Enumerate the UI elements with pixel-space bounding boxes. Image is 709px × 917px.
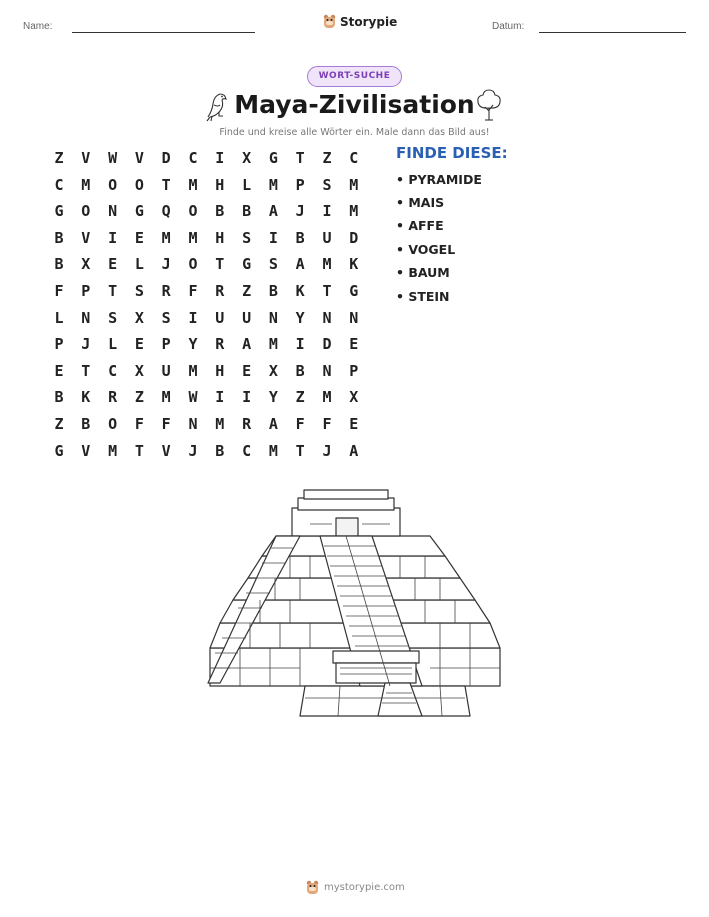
grid-cell[interactable]: T xyxy=(108,282,118,300)
grid-cell[interactable]: W xyxy=(188,388,198,407)
grid-cell[interactable]: E xyxy=(242,361,252,380)
grid-cell[interactable]: M xyxy=(268,441,278,460)
grid-cell[interactable]: G xyxy=(349,282,359,300)
grid-cell[interactable]: C xyxy=(349,149,359,167)
grid-cell[interactable]: J xyxy=(188,441,198,460)
grid-cell[interactable]: I xyxy=(295,335,305,354)
grid-cell[interactable]: G xyxy=(268,149,278,167)
wort-suche-badge: WORT-SUCHE xyxy=(307,66,402,87)
grid-cell[interactable]: T xyxy=(295,149,305,167)
grid-cell[interactable]: M xyxy=(268,175,278,194)
grid-cell[interactable]: B xyxy=(242,202,252,221)
grid-cell[interactable]: D xyxy=(349,228,359,247)
grid-cell[interactable]: I xyxy=(322,202,332,221)
grid-cell[interactable]: V xyxy=(81,149,91,167)
grid-cell[interactable]: Q xyxy=(161,202,171,221)
grid-cell[interactable]: D xyxy=(322,335,332,354)
grid-cell[interactable]: B xyxy=(54,228,64,247)
grid-cell[interactable]: O xyxy=(188,202,198,221)
grid-cell[interactable]: L xyxy=(54,308,64,327)
grid-cell[interactable]: M xyxy=(108,441,118,460)
grid-cell[interactable]: F xyxy=(161,415,171,433)
grid-cell[interactable]: M xyxy=(188,228,198,247)
grid-cell[interactable]: S xyxy=(268,255,278,274)
grid-cell[interactable]: A xyxy=(349,441,359,460)
grid-cell[interactable]: T xyxy=(134,441,144,460)
grid-cell[interactable]: E xyxy=(134,335,144,354)
grid-cell[interactable]: B xyxy=(215,441,225,460)
grid-cell[interactable]: J xyxy=(81,335,91,354)
storypie-mascot-icon xyxy=(323,14,336,29)
grid-cell[interactable]: G xyxy=(54,202,64,221)
find-word-baum: • BAUM xyxy=(396,265,450,280)
grid-cell[interactable]: B xyxy=(81,415,91,433)
grid-cell[interactable]: X xyxy=(134,308,144,327)
grid-cell[interactable]: V xyxy=(81,228,91,247)
maya-pyramid-icon xyxy=(200,488,510,723)
grid-cell[interactable]: O xyxy=(188,255,198,274)
grid-cell[interactable]: U xyxy=(242,308,252,327)
grid-cell[interactable]: B xyxy=(295,228,305,247)
grid-cell[interactable]: N xyxy=(322,361,332,380)
grid-cell[interactable]: C xyxy=(108,361,118,380)
grid-cell[interactable]: B xyxy=(54,388,64,407)
grid-cell[interactable]: O xyxy=(108,175,118,194)
grid-cell[interactable]: T xyxy=(295,441,305,460)
grid-cell[interactable]: X xyxy=(242,149,252,167)
grid-cell[interactable]: V xyxy=(81,441,91,460)
grid-cell[interactable]: S xyxy=(242,228,252,247)
date-line[interactable] xyxy=(539,32,686,33)
grid-cell[interactable]: L xyxy=(108,335,118,354)
grid-cell[interactable]: P xyxy=(295,175,305,194)
page-subtitle: Finde und kreise alle Wörter ein. Male dann das Bild aus! xyxy=(219,127,490,138)
find-word-affe: • AFFE xyxy=(396,218,444,233)
grid-cell[interactable]: R xyxy=(161,282,171,300)
grid-cell[interactable]: I xyxy=(268,228,278,247)
grid-cell[interactable]: A xyxy=(295,255,305,274)
storypie-mascot-icon xyxy=(306,880,319,895)
grid-cell[interactable]: N xyxy=(188,415,198,433)
name-label: Name: xyxy=(23,21,53,32)
grid-cell[interactable]: R xyxy=(215,335,225,354)
grid-cell[interactable]: C xyxy=(54,175,64,194)
grid-cell[interactable]: J xyxy=(322,441,332,460)
grid-cell[interactable]: A xyxy=(268,415,278,433)
find-word-vogel: • VOGEL xyxy=(396,242,456,257)
grid-cell[interactable]: H xyxy=(215,361,225,380)
grid-cell[interactable]: M xyxy=(81,175,91,194)
grid-cell[interactable]: B xyxy=(54,255,64,274)
grid-cell[interactable]: C xyxy=(242,441,252,460)
grid-cell[interactable]: K xyxy=(81,388,91,407)
storypie-logo xyxy=(323,14,397,29)
grid-cell[interactable]: Z xyxy=(54,149,64,167)
grid-cell[interactable]: O xyxy=(108,415,118,433)
grid-cell[interactable]: S xyxy=(108,308,118,327)
date-label: Datum: xyxy=(492,21,525,32)
grid-cell[interactable]: M xyxy=(268,335,278,354)
grid-cell[interactable]: X xyxy=(349,388,359,407)
grid-cell[interactable]: E xyxy=(54,361,64,380)
grid-cell[interactable]: P xyxy=(349,361,359,380)
grid-cell[interactable]: Y xyxy=(295,308,305,327)
grid-cell[interactable]: X xyxy=(134,361,144,380)
grid-cell[interactable]: B xyxy=(268,282,278,300)
grid-cell[interactable]: Y xyxy=(188,335,198,354)
footer-url[interactable]: mystorypie.com xyxy=(324,882,405,893)
grid-cell[interactable]: S xyxy=(322,175,332,194)
grid-cell[interactable]: I xyxy=(188,308,198,327)
grid-cell[interactable]: M xyxy=(188,175,198,194)
grid-cell[interactable]: M xyxy=(322,388,332,407)
grid-cell[interactable]: R xyxy=(215,282,225,300)
find-word-stein: • STEIN xyxy=(396,289,450,304)
grid-cell[interactable]: U xyxy=(161,361,171,380)
grid-cell[interactable]: U xyxy=(215,308,225,327)
grid-cell[interactable]: X xyxy=(268,361,278,380)
grid-cell[interactable]: I xyxy=(108,228,118,247)
grid-cell[interactable]: H xyxy=(215,175,225,194)
grid-cell[interactable]: I xyxy=(242,388,252,407)
grid-cell[interactable]: M xyxy=(161,228,171,247)
grid-cell[interactable]: X xyxy=(81,255,91,274)
grid-cell[interactable]: P xyxy=(81,282,91,300)
grid-cell[interactable]: O xyxy=(81,202,91,221)
grid-cell[interactable]: P xyxy=(161,335,171,354)
grid-cell[interactable]: P xyxy=(54,335,64,354)
name-line[interactable] xyxy=(72,32,255,33)
grid-cell[interactable]: T xyxy=(81,361,91,380)
grid-cell[interactable]: R xyxy=(108,388,118,407)
grid-cell[interactable]: H xyxy=(215,228,225,247)
grid-cell[interactable]: V xyxy=(134,149,144,167)
grid-cell[interactable]: T xyxy=(322,282,332,300)
grid-cell[interactable]: A xyxy=(242,335,252,354)
grid-cell[interactable]: F xyxy=(188,282,198,300)
grid-cell[interactable]: Z xyxy=(295,388,305,407)
grid-cell[interactable]: O xyxy=(134,175,144,194)
grid-cell[interactable]: M xyxy=(161,388,171,407)
grid-cell[interactable]: I xyxy=(215,149,225,167)
grid-cell[interactable]: E xyxy=(349,415,359,433)
grid-cell[interactable]: F xyxy=(295,415,305,433)
grid-cell[interactable]: N xyxy=(349,308,359,327)
grid-cell[interactable]: C xyxy=(188,149,198,167)
grid-cell[interactable]: F xyxy=(322,415,332,433)
footer xyxy=(306,880,405,895)
grid-cell[interactable]: E xyxy=(108,255,118,274)
grid-cell[interactable]: M xyxy=(349,202,359,221)
grid-cell[interactable]: G xyxy=(134,202,144,221)
grid-cell[interactable]: N xyxy=(81,308,91,327)
grid-cell[interactable]: J xyxy=(161,255,171,274)
grid-cell[interactable]: G xyxy=(54,441,64,460)
grid-cell[interactable]: W xyxy=(108,149,118,167)
grid-cell[interactable]: M xyxy=(215,415,225,433)
grid-cell[interactable]: Z xyxy=(242,282,252,300)
grid-cell[interactable]: N xyxy=(322,308,332,327)
grid-cell[interactable]: Z xyxy=(134,388,144,407)
grid-cell[interactable]: U xyxy=(322,228,332,247)
grid-cell[interactable]: E xyxy=(134,228,144,247)
tree-icon xyxy=(474,89,504,121)
grid-cell[interactable]: K xyxy=(349,255,359,274)
grid-cell[interactable]: Y xyxy=(268,388,278,407)
grid-cell[interactable]: B xyxy=(295,361,305,380)
grid-cell[interactable]: F xyxy=(54,282,64,300)
grid-cell[interactable]: S xyxy=(161,308,171,327)
grid-cell[interactable]: D xyxy=(161,149,171,167)
grid-cell[interactable]: Z xyxy=(322,149,332,167)
page-title: Maya-Zivilisation xyxy=(234,90,475,119)
grid-cell[interactable]: M xyxy=(349,175,359,194)
grid-cell[interactable]: B xyxy=(215,202,225,221)
grid-cell[interactable]: T xyxy=(215,255,225,274)
grid-cell[interactable]: L xyxy=(242,175,252,194)
grid-cell[interactable]: Z xyxy=(54,415,64,433)
grid-cell[interactable]: L xyxy=(134,255,144,274)
grid-cell[interactable]: T xyxy=(161,175,171,194)
grid-cell[interactable]: E xyxy=(349,335,359,354)
grid-cell[interactable]: M xyxy=(188,361,198,380)
grid-cell[interactable]: I xyxy=(215,388,225,407)
find-word-pyramide: • PYRAMIDE xyxy=(396,172,482,187)
grid-cell[interactable]: N xyxy=(108,202,118,221)
grid-cell[interactable]: G xyxy=(242,255,252,274)
grid-cell[interactable]: F xyxy=(134,415,144,433)
grid-cell[interactable]: S xyxy=(134,282,144,300)
grid-cell[interactable]: K xyxy=(295,282,305,300)
grid-cell[interactable]: V xyxy=(161,441,171,460)
grid-cell[interactable]: A xyxy=(268,202,278,221)
grid-cell[interactable]: R xyxy=(242,415,252,433)
grid-cell[interactable]: J xyxy=(295,202,305,221)
find-list-title: FINDE DIESE: xyxy=(396,144,508,162)
brand-name: Storypie xyxy=(340,14,398,29)
grid-cell[interactable]: M xyxy=(322,255,332,274)
grid-cell[interactable]: N xyxy=(268,308,278,327)
find-word-mais: • MAIS xyxy=(396,195,445,210)
